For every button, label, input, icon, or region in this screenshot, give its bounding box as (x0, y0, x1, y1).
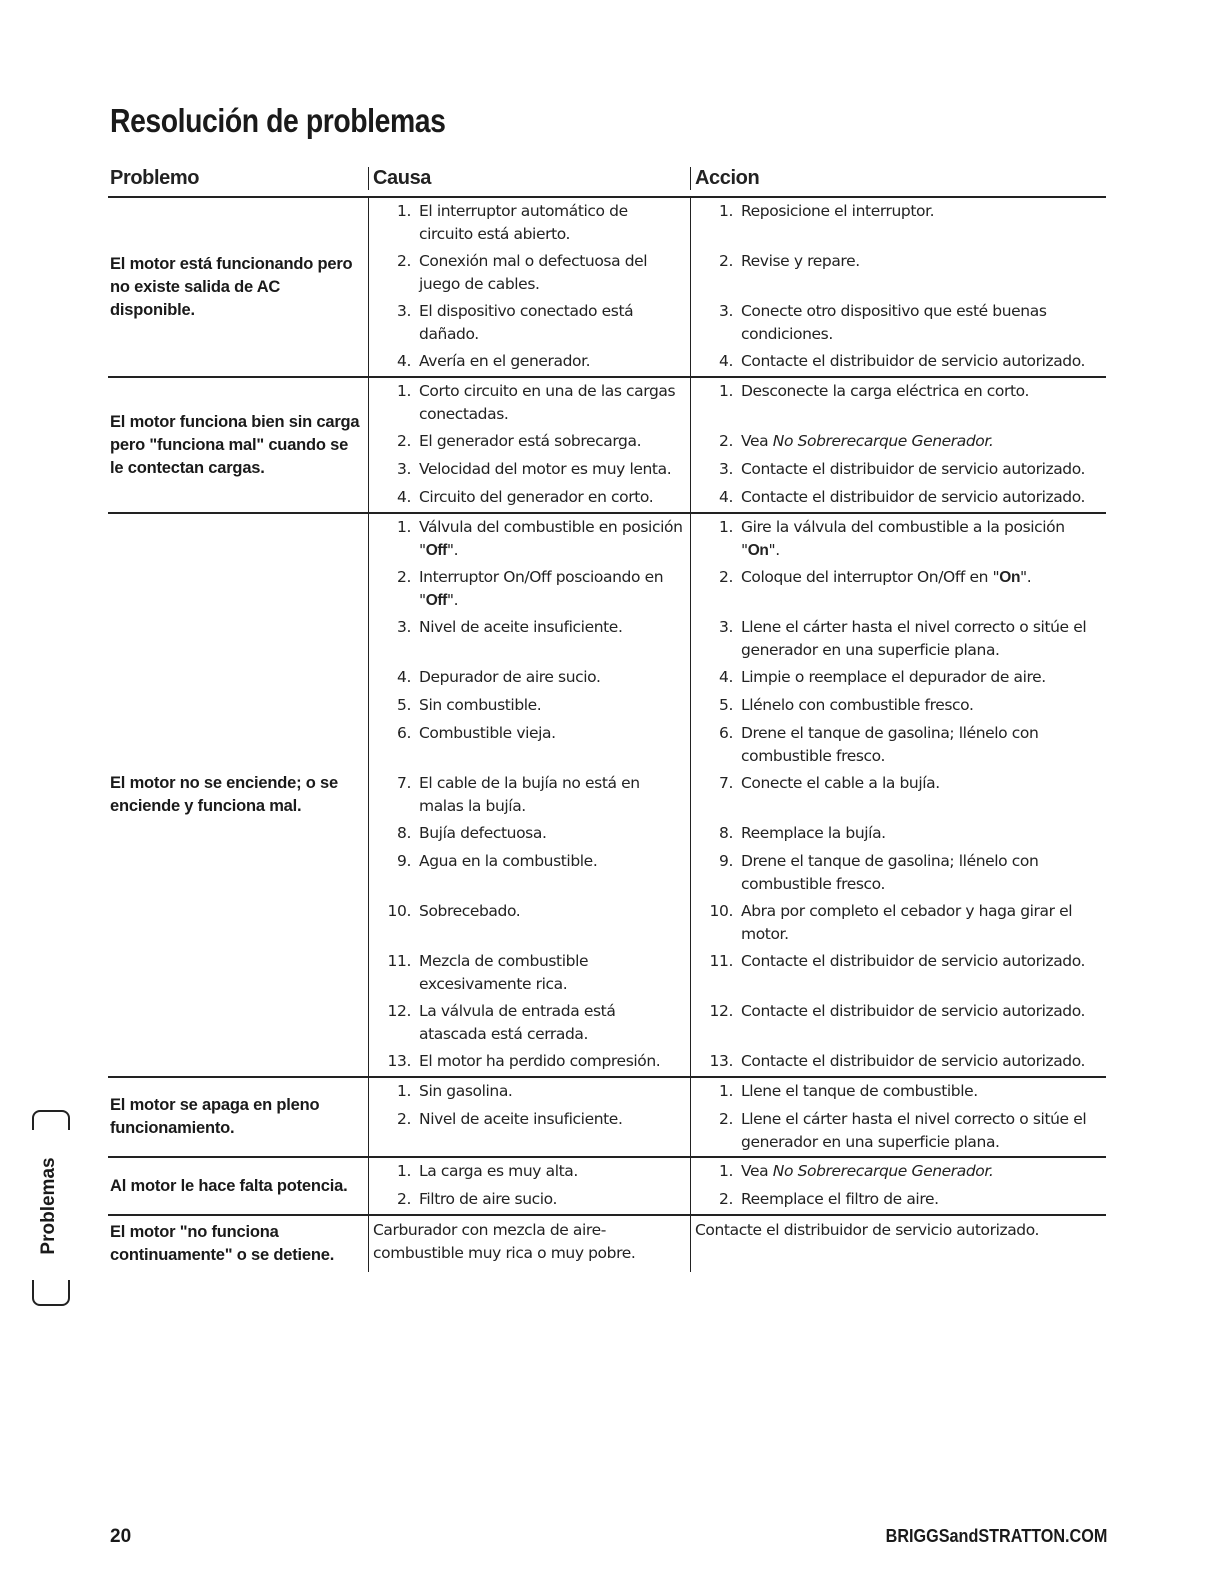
cause-cell (368, 378, 690, 512)
action-item: 10. Abra por completo el cebador y haga girar el motor. (709, 902, 1073, 943)
cause-cell (368, 1158, 690, 1214)
action-item: 4. Contacte el distribuidor de servicio autorizado. (719, 488, 1086, 506)
website-footer: BRIGGSandSTRATTON.COM (885, 1526, 1107, 1546)
cause-item: 10. Sobrecebado. (387, 902, 521, 920)
action-item: 8. Reemplace la bujía. (719, 824, 886, 842)
problem-cell: El motor se apaga en pleno funcionamiento. (110, 1096, 320, 1137)
problem-cell: El motor está funcionando pero no existe salida de AC disponible. (110, 254, 353, 319)
cause-item: 1. La carga es muy alta. (397, 1162, 578, 1180)
cause-item: 11. Mezcla de combustible excesivamente rica. (387, 952, 589, 993)
action-item: 3. Contacte el distribuidor de servicio autorizado. (719, 460, 1086, 478)
header-problem: Problemo (110, 166, 200, 189)
cause-item: 1. Válvula del combustible en posición "Off". (397, 518, 683, 559)
cause-item: 4. Avería en el generador. (397, 352, 591, 370)
action-item: 2. Vea No Sobrerecarque Generador. (719, 432, 994, 450)
action-cell (690, 378, 1106, 512)
header-cause: Causa (368, 167, 690, 190)
cause-item: 1. Corto circuito en una de las cargas conectadas. (397, 382, 676, 423)
action-item: 5. Llénelo con combustible fresco. (719, 696, 974, 714)
cause-item: 4. Depurador de aire sucio. (397, 668, 601, 686)
action-item: 1. Desconecte la carga eléctrica en corto. (719, 382, 1029, 400)
action-cell (690, 1158, 1106, 1214)
cause-item: 1. Sin gasolina. (397, 1082, 513, 1100)
problem-group-no-ac-output (108, 198, 1106, 378)
cause-item: 3. El dispositivo conectado está dañado. (397, 302, 634, 343)
page-number: 20 (110, 1526, 132, 1547)
cause-item: 12. La válvula de entrada está atascada está cerrada. (387, 1002, 616, 1043)
problem-group-lacks-power (108, 1158, 1106, 1216)
section-side-tab-label: Problemas (38, 1157, 59, 1255)
cause-cell (368, 198, 690, 376)
page-title: Resolución de problemas (110, 102, 446, 139)
cause-item: 3. Nivel de aceite insuficiente. (397, 618, 623, 636)
action-cell (690, 1078, 1106, 1156)
problem-cell: El motor "no funciona continuamente" o se detiene. (110, 1223, 335, 1264)
cause-item: 9. Agua en la combustible. (397, 852, 598, 870)
cause-item: 3. Velocidad del motor es muy lenta. (397, 460, 672, 478)
cause-cell (368, 514, 690, 1076)
action-cell (690, 514, 1106, 1076)
cause-item: 6. Combustible vieja. (397, 724, 556, 742)
problem-group-runs-badly-under-load (108, 378, 1106, 514)
cause-item: 4. Circuito del generador en corto. (397, 488, 654, 506)
action-item: 3. Conecte otro dispositivo que esté buenas condiciones. (719, 302, 1047, 343)
action-item: 4. Contacte el distribuidor de servicio autorizado. (719, 352, 1086, 370)
problem-cell: Al motor le hace falta potencia. (110, 1176, 348, 1195)
action-item: 1. Llene el tanque de combustible. (719, 1082, 978, 1100)
action-item: 12. Contacte el distribuidor de servicio autorizado. (709, 1002, 1086, 1020)
action-cell (690, 198, 1106, 376)
cause-item: 1. El interruptor automático de circuito está abierto. (397, 202, 628, 243)
manual-section-ref: No Sobrerecarque Generador. (772, 1162, 994, 1180)
cause-item: 2. Conexión mal o defectuosa del juego de cables. (397, 252, 648, 293)
action-item: 1. Vea No Sobrerecarque Generador. (719, 1162, 994, 1180)
action-item: 9. Drene el tanque de gasolina; llénelo con combustible fresco. (719, 852, 1039, 893)
troubleshooting-table (108, 160, 1106, 1272)
problem-cell: El motor funciona bien sin carga pero "funciona mal" cuando se le contectan cargas. (110, 412, 360, 477)
manual-section-ref: No Sobrerecarque Generador. (772, 432, 994, 450)
cause-item: 2. Interruptor On/Off poscioando en "Off". (397, 568, 664, 609)
action-item: 2. Reemplace el filtro de aire. (719, 1190, 939, 1208)
cause-item: 2. El generador está sobrecarga. (397, 432, 642, 450)
problem-group-stops-running (108, 1078, 1106, 1158)
table-header-row (108, 160, 1106, 198)
action-item: 7. Conecte el cable a la bujía. (719, 774, 940, 792)
problem-cell: El motor no se enciende; o se enciende y funciona mal. (110, 774, 339, 815)
cause-item: 2. Filtro de aire sucio. (397, 1190, 557, 1208)
action-item: 2. Llene el cárter hasta el nivel correcto o sitúe el generador en una superficie plana. (719, 1110, 1087, 1151)
action-item: 2. Coloque del interruptor On/Off en "On". (719, 568, 1032, 586)
action-item: 1. Reposicione el interruptor. (719, 202, 935, 220)
action-item: 13. Contacte el distribuidor de servicio autorizado. (709, 1052, 1086, 1070)
action-item: 11. Contacte el distribuidor de servicio autorizado. (709, 952, 1086, 970)
action-item: 3. Llene el cárter hasta el nivel correcto o sitúe el generador en una superficie plana. (719, 618, 1087, 659)
problem-group-hunts-or-stops (108, 1216, 1106, 1272)
cause-cell: Carburador con mezcla de aire-combustible muy rica o muy pobre. (368, 1216, 690, 1272)
action-item: 2. Revise y repare. (719, 252, 860, 270)
cause-cell (368, 1078, 690, 1156)
header-action: Accion (690, 167, 1106, 190)
cause-item: 2. Nivel de aceite insuficiente. (397, 1110, 623, 1128)
action-item: 6. Drene el tanque de gasolina; llénelo con combustible fresco. (719, 724, 1039, 765)
cause-item: 13. El motor ha perdido compresión. (387, 1052, 661, 1070)
action-cell: Contacte el distribuidor de servicio autorizado. (690, 1216, 1106, 1272)
action-item: 4. Limpie o reemplace el depurador de aire. (719, 668, 1046, 686)
cause-item: 7. El cable de la bujía no está en malas la bujía. (397, 774, 640, 815)
cause-item: 8. Bujía defectuosa. (397, 824, 547, 842)
problem-group-wont-start (108, 514, 1106, 1078)
cause-item: 5. Sin combustible. (397, 696, 542, 714)
action-item: 1. Gire la válvula del combustible a la posición "On". (719, 518, 1065, 559)
